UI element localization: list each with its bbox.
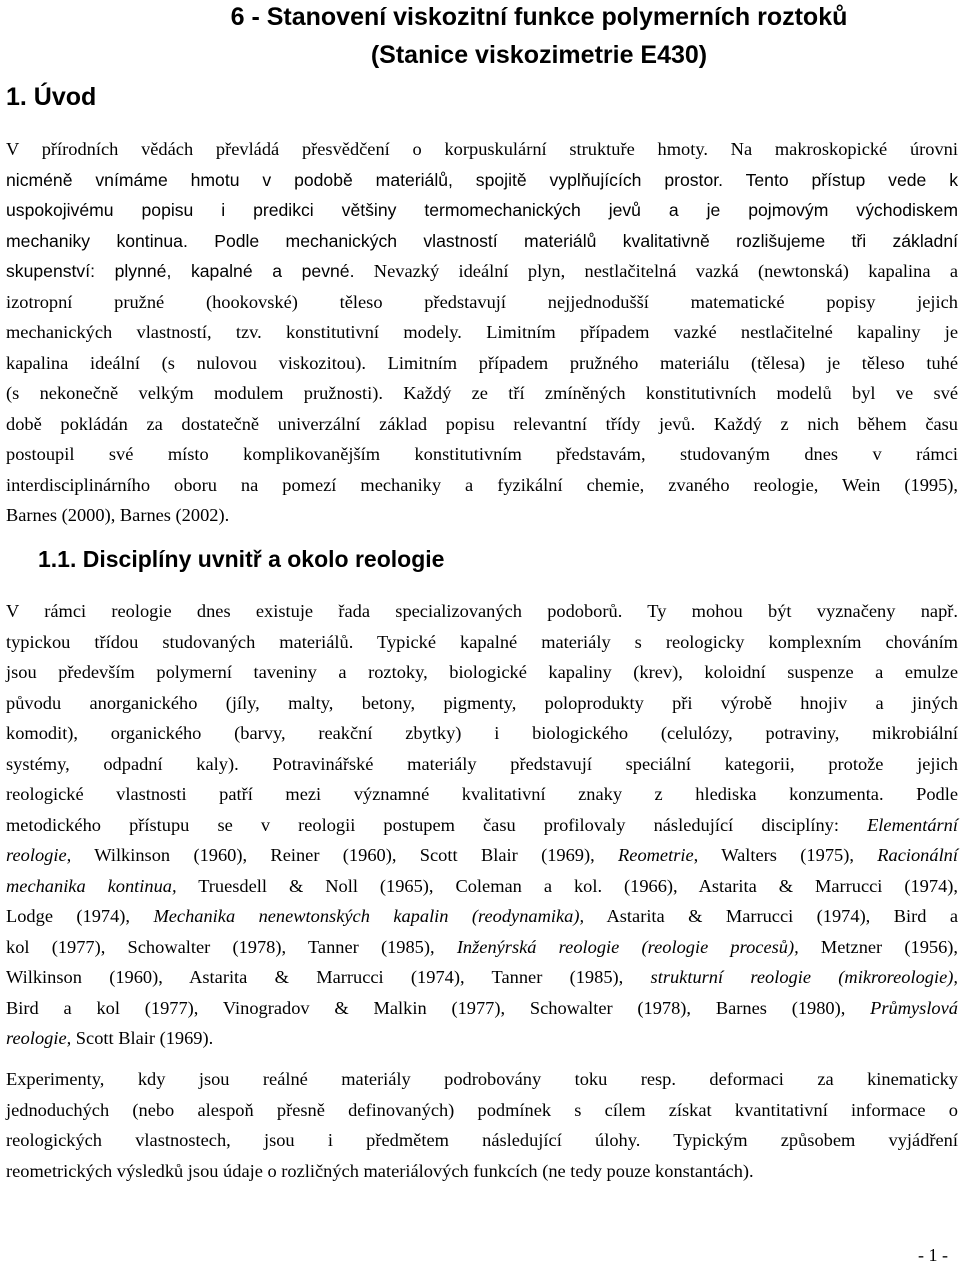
experiments-paragraph xyxy=(6,1064,958,1186)
text-line xyxy=(6,409,958,440)
text-segment: Truesdell & Noll (1965), Coleman a kol. (1966), Astarita & Marrucci (1974), xyxy=(176,875,958,896)
text-segment: reometrických výsledků jsou údaje o rozličných materiálových funkcích (ne tedy pouze konstantách). xyxy=(6,1160,754,1181)
text-line xyxy=(6,810,958,841)
text-segment: Scott Blair (1969). xyxy=(71,1028,214,1048)
text-segment: Podle mechanických vlastností materiálů kvalitativně rozlišujeme tři základní xyxy=(187,230,958,251)
text-segment: kol (1977), Schowalter (1978), Tanner (1985), xyxy=(6,936,457,957)
text-line xyxy=(6,901,958,932)
text-segment: skupenství: plynné, kapalné a pevné. xyxy=(6,261,355,281)
text-line xyxy=(6,134,958,165)
text-segment: době pokládán za dostatečně univerzální základ popisu relevantní třídy jevů. Každý z nich během času xyxy=(6,413,958,434)
text-line xyxy=(6,627,958,658)
italic-term: strukturní reologie (mikroreologie), xyxy=(650,967,958,987)
text-line xyxy=(6,840,958,871)
text-line xyxy=(6,1156,958,1187)
page-number: - 1 - xyxy=(918,1245,948,1265)
disciplines-paragraph xyxy=(6,596,958,1054)
text-segment: Astarita & Marrucci (1974), Bird a xyxy=(584,906,958,926)
italic-term: reologie, xyxy=(6,845,72,865)
text-line xyxy=(6,749,958,780)
text-segment: Barnes (2000), Barnes (2002). xyxy=(6,505,230,525)
text-line xyxy=(6,226,958,257)
italic-term: Elementární xyxy=(867,814,958,835)
text-line xyxy=(6,348,958,379)
text-segment: , Walters (1975), xyxy=(693,845,878,865)
italic-term: reologie, xyxy=(6,1028,72,1048)
text-line xyxy=(6,596,958,627)
document-title: 6 - Stanovení viskozitní funkce polymerních roztoků xyxy=(230,3,848,31)
text-line xyxy=(6,688,958,719)
text-line xyxy=(6,993,958,1024)
text-line xyxy=(6,1064,958,1095)
text-segment: Nevazký ideální plyn, nestlačitelná vazká (newtonská) kapalina a xyxy=(354,261,958,281)
document-subtitle: (Stanice viskozimetrie E430) xyxy=(370,41,708,69)
text-segment: postoupil své místo komplikovanějším konstitutivním představám, studovaným dnes v rámci xyxy=(6,444,958,464)
text-line xyxy=(6,1023,958,1054)
text-segment: Lodge (1974), xyxy=(6,906,154,926)
italic-term: mechanika kontinua, xyxy=(6,875,177,896)
text-line xyxy=(6,1125,958,1156)
italic-term: Racionální xyxy=(877,845,958,865)
text-segment: jsou především polymerní taveniny a roztoky, biologické kapaliny (krev), koloidní suspenze a emulze xyxy=(6,662,958,682)
text-segment: typickou třídou studovaných materiálů. Typické kapalné materiály s reologicky komplexním chováním xyxy=(6,631,958,652)
text-segment: Bird a kol (1977), Vinogradov & Malkin (1977), Schowalter (1978), Barnes (1980), xyxy=(6,997,871,1018)
text-segment: Experimenty, kdy jsou reálné materiály podrobovány toku resp. deformaci za kinematicky xyxy=(6,1069,958,1089)
text-segment: Wilkinson (1960), Reiner (1960), Scott Blair (1969), xyxy=(71,845,619,865)
text-segment: (s nekonečně velkým modulem pružnosti). Každý ze tří zmíněných konstitutivních modelů byl ve své xyxy=(6,383,958,403)
text-segment: mechanických vlastností, tzv. konstitutivní modely. Limitním případem vazké nestlačitelné kapaliny je xyxy=(6,322,958,342)
text-line xyxy=(6,657,958,688)
text-line xyxy=(6,500,958,531)
text-line xyxy=(6,779,958,810)
text-line xyxy=(6,932,958,963)
text-line xyxy=(6,962,958,993)
italic-term: Inženýrská reologie (reologie procesů), xyxy=(456,936,799,957)
text-line xyxy=(6,256,958,287)
text-segment: systémy, odpadní kaly). Potravinářské materiály představují speciální kategorii, protože jejich xyxy=(6,753,958,774)
text-segment: Metzner (1956), xyxy=(798,936,959,957)
text-segment: kapalina ideální (s nulovou viskozitou). Limitním případem pružného materiálu (tělesa) je těleso tuhé xyxy=(6,352,958,373)
text-line xyxy=(6,718,958,749)
subsection-heading-disciplines: 1.1. Disciplíny uvnitř a okolo reologie xyxy=(38,546,445,572)
text-segment: V přírodních vědách převládá přesvědčení o korpuskulární struktuře hmoty. Na makroskopické úrovni xyxy=(6,139,958,159)
text-segment: reologické vlastnosti patří mezi významné kvalitativní znaky z hlediska konzumenta. Podle xyxy=(6,784,958,804)
text-line xyxy=(6,287,958,318)
text-segment: V rámci reologie dnes existuje řada specializovaných podoborů. Ty mohou být vyznačeny např. xyxy=(6,601,958,621)
text-segment: nicméně vnímáme hmotu v podobě materiálů, spojitě vyplňujících prostor. xyxy=(6,169,724,190)
section-heading-uvod: 1. Úvod xyxy=(6,83,97,111)
italic-term: Průmyslová xyxy=(870,997,958,1018)
text-line xyxy=(6,871,958,902)
text-segment: jednoduchých (nebo alespoň přesně definovaných) podmínek s cílem získat kvantitativní informace o xyxy=(6,1099,958,1120)
text-segment: izotropní pružné (hookovské) těleso představují nejjednodušší matematické popisy jejich xyxy=(6,291,958,312)
text-segment: reologických vlastnostech, jsou i předmětem následující úlohy. Typickým způsobem vyjádření xyxy=(6,1130,958,1150)
text-line xyxy=(6,1095,958,1126)
text-segment: Tento přístup vede k xyxy=(723,169,958,190)
text-segment: uspokojivému popisu i predikci většiny termomechanických jevů a je pojmovým východiskem xyxy=(6,200,958,220)
text-line xyxy=(6,378,958,409)
text-segment: komodit), organického (barvy, reakční zbytky) i biologického (celulózy, potraviny, mikrobiální xyxy=(6,723,958,743)
text-segment: metodického přístupu se v reologii postupem času profilovaly následující disciplíny: xyxy=(6,814,868,835)
italic-term: Reometrie xyxy=(618,845,694,865)
intro-paragraph xyxy=(6,134,958,531)
text-line xyxy=(6,317,958,348)
text-segment: původu anorganického (jíly, malty, betony, pigmenty, poloprodukty při výrobě hnojiv a jiných xyxy=(6,692,958,713)
text-line xyxy=(6,470,958,501)
text-segment: Wilkinson (1960), Astarita & Marrucci (1974), Tanner (1985), xyxy=(6,967,651,987)
text-line xyxy=(6,195,958,226)
text-segment: mechaniky kontinua. xyxy=(6,230,188,251)
italic-term: Mechanika nenewtonských kapalin (reodynamika), xyxy=(153,906,585,926)
text-segment: interdisciplinárního oboru na pomezí mechaniky a fyzikální chemie, zvaného reologie, Wein (1995), xyxy=(6,474,958,495)
text-line xyxy=(6,165,958,196)
text-line xyxy=(6,439,958,470)
